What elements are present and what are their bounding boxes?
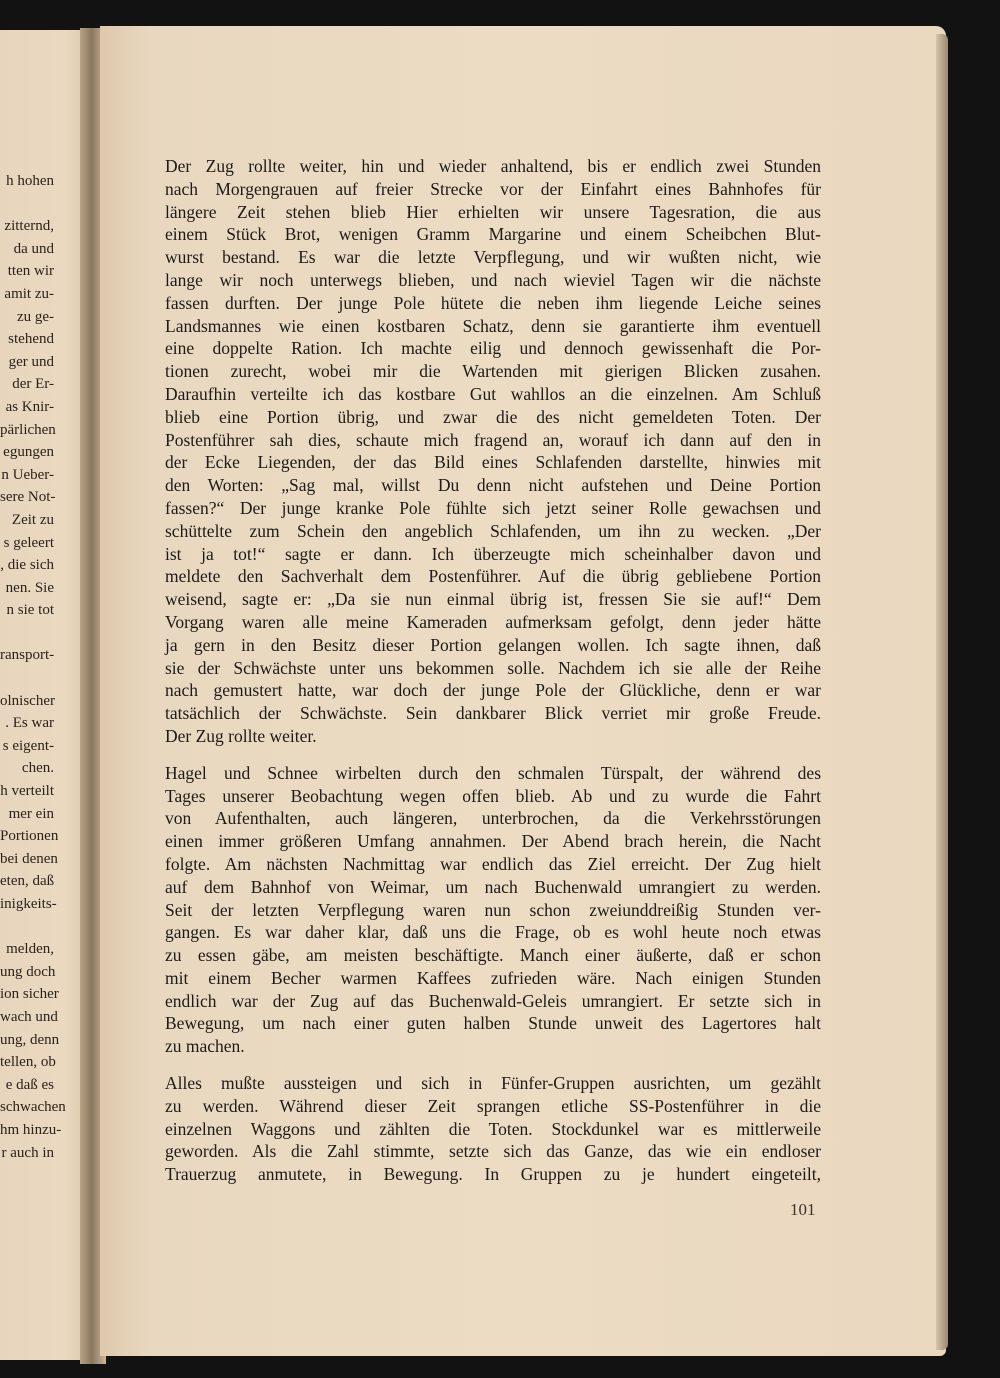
- left-page-line: egungen: [3, 444, 54, 461]
- left-page-line: mer ein: [8, 805, 54, 822]
- left-page-line: olnischer: [0, 692, 55, 709]
- paragraph: [165, 762, 821, 1058]
- left-page-line: [0, 667, 92, 690]
- left-page-line: inigkeits-: [0, 896, 57, 912]
- text-line: Seit der letzten Verpflegung waren nun schon zweiunddreißig Stunden ver-: [165, 899, 821, 920]
- text-line: blieb eine Portion übrig, und zwar die des nicht gemeldeten Toten. Der: [165, 406, 821, 427]
- text-line: wurst bestand. Es war die letzte Verpflegung, und wir wußten nicht, wie: [165, 247, 821, 268]
- paragraph: [165, 155, 821, 748]
- left-page-line: zu ge-: [16, 308, 54, 325]
- left-page-line: [0, 916, 92, 939]
- left-page-line: ion sicher: [0, 986, 59, 1003]
- left-page: [0, 30, 92, 1360]
- left-page-line: , die sich: [0, 557, 54, 574]
- left-page-line: ung doch: [0, 963, 56, 980]
- text-line: Tages unserer Beobachtung wegen offen blieb. Ab und zu wurde die Fahrt: [165, 785, 821, 806]
- left-page-line: chen.: [21, 760, 54, 777]
- left-page-line: ger und: [8, 353, 54, 370]
- left-page-line: eten, daß: [0, 873, 55, 890]
- text-line: Bewegung, um nach einer guten halben Stunde unweit des Lagertores halt: [165, 1013, 821, 1034]
- left-page-line: schwachen: [0, 1099, 66, 1116]
- text-line: Vorgang waren alle meine Kameraden aufmerksam gefolgt, denn jeder hätte: [165, 611, 821, 632]
- text-line: zu machen.: [165, 1036, 245, 1057]
- text-line: nach Morgengrauen auf freier Strecke vor der Einfahrt eines Bahnhofes für: [165, 178, 821, 199]
- text-line: auf dem Bahnhof von Weimar, um nach Buchenwald umrangiert zu werden.: [165, 876, 821, 897]
- left-page-line: Zeit zu: [11, 511, 54, 528]
- text-line: sie der Schwächste unter uns bekommen solle. Nachdem ich sie alle der Reihe: [165, 657, 821, 678]
- left-page-line: der Er-: [12, 376, 54, 393]
- page-number: 101: [790, 1200, 816, 1219]
- left-page-line: pärlichen: [0, 421, 56, 438]
- left-page-line: r auch in: [1, 1144, 54, 1161]
- text-line: fassen?“ Der junge kranke Pole fühlte sich jetzt seiner Rolle gewachsen und: [165, 497, 821, 518]
- text-line: eine doppelte Ration. Ich machte eilig und dennoch gewissenhaft die Por-: [165, 338, 821, 359]
- text-line: ja gern in den Besitz dieser Portion gelangen wollen. Ich sagte ihnen, daß: [165, 634, 821, 655]
- text-line: schüttelte zum Schein den angeblich Schlafenden, um ihn zu wecken. „Der: [165, 520, 821, 541]
- text-line: nach gemustert hatte, war doch der junge Pole der Glückliche, denn er war: [165, 680, 821, 701]
- text-line: lange wir noch unterwegs blieben, und nach wieviel Tagen wir die nächste: [165, 269, 821, 290]
- text-line: Der Zug rollte weiter.: [165, 725, 317, 746]
- text-line: endlich war der Zug auf das Buchenwald-Geleis umrangiert. Er setzte sich in: [165, 990, 821, 1011]
- left-page-line: sere Not-: [0, 489, 56, 506]
- left-page-line: h verteilt: [0, 783, 54, 800]
- left-page-text: [0, 170, 92, 1164]
- left-page-line: amit zu-: [4, 285, 54, 302]
- left-page-line: h hohen: [6, 173, 54, 189]
- text-line: Landsmannes wie einen kostbaren Schatz, denn sie garantierte ihm eventuell: [165, 315, 821, 336]
- left-page-line: Portionen: [0, 828, 59, 845]
- text-line: weisend, sagte er: „Da sie nun einmal übrig ist, fressen Sie sie auf!“ Dem: [165, 589, 821, 610]
- text-line: Alles mußte aussteigen und sich in Fünfer-Gruppen ausrichten, um gezählt: [165, 1073, 821, 1094]
- left-page-line: s eigent-: [2, 737, 54, 754]
- text-line: einem Stück Brot, wenigen Gramm Margarine und einem Scheibchen Blut-: [165, 224, 821, 245]
- text-line: der Ecke Liegenden, der das Bild eines Schlafenden darstellte, hinwies mit: [165, 452, 821, 473]
- left-page-line: as Knir-: [5, 398, 54, 415]
- text-line: fassen durften. Der junge Pole hütete die neben ihm liegende Leiche seines: [165, 292, 821, 313]
- left-page-line: n sie tot: [6, 602, 54, 619]
- left-page-line: ransport-: [0, 647, 55, 664]
- text-line: den Worten: „Sag mal, willst Du denn nicht aufstehen und Deine Portion: [165, 475, 821, 496]
- left-page-line: da und: [13, 240, 54, 257]
- text-line: Postenführer sah dies, schaute mich fragend an, worauf ich dann auf den in: [165, 429, 821, 450]
- left-page-line: zitternd,: [4, 218, 54, 235]
- left-page-line: n Ueber-: [1, 466, 54, 483]
- left-page-line: wach und: [0, 1008, 58, 1025]
- body-text: [165, 155, 821, 1200]
- left-page-line: melden,: [6, 941, 54, 958]
- text-line: Der Zug rollte weiter, hin und wieder anhaltend, bis er endlich zwei Stunden: [165, 156, 821, 176]
- left-page-line: hm hinzu-: [0, 1121, 62, 1138]
- text-line: zu werden. Während dieser Zeit sprangen etliche SS-Postenführer in die: [165, 1095, 821, 1116]
- left-page-line: . Es war: [5, 715, 54, 732]
- text-line: Daraufhin verteilte ich das kostbare Gut wahllos an die einzelnen. Am Schluß: [165, 383, 821, 404]
- text-line: mit einem Becher warmen Kaffees zufrieden wäre. Nach einigen Stunden: [165, 967, 821, 988]
- text-line: meldete den Sachverhalt dem Postenführer. Auf die übrig gebliebene Portion: [165, 566, 821, 587]
- text-line: gangen. Es war daher klar, daß uns die Frage, ob es wohl heute noch etwas: [165, 922, 821, 943]
- text-line: Trauerzug anmutete, in Bewegung. In Gruppen zu je hundert eingeteilt,: [165, 1164, 821, 1185]
- text-line: tionen zurecht, wobei mir die Wartenden mit gierigen Blicken zusahen.: [165, 361, 821, 382]
- text-line: zu essen gäbe, am meisten beschäftigte. Manch einer äußerte, daß er schon: [165, 945, 821, 966]
- left-page-line: tellen, ob: [0, 1054, 56, 1071]
- text-line: geworden. Als die Zahl stimmte, setzte sich das Ganze, das wie ein endloser: [165, 1141, 821, 1162]
- left-page-line: ung, denn: [0, 1031, 60, 1048]
- left-page-line: bei denen: [0, 850, 58, 867]
- left-page-line: tten wir: [7, 263, 54, 280]
- text-line: ist ja tot!“ sagte er dann. Ich überzeugte mich scheinhalber davon und: [165, 543, 821, 564]
- paragraph: [165, 1072, 821, 1186]
- left-page-line: [0, 622, 92, 645]
- text-line: von Aufenthalten, auch längeren, unterbrochen, da die Verkehrsstörungen: [165, 808, 821, 829]
- left-page-line: nen. Sie: [5, 579, 54, 596]
- text-line: folgte. Am nächsten Nachmittag war endlich das Ziel erreicht. Der Zug hielt: [165, 853, 821, 874]
- left-page-line: e daß es: [5, 1076, 54, 1093]
- page-edge: [936, 34, 948, 1350]
- left-page-line: stehend: [8, 331, 54, 348]
- text-line: Hagel und Schnee wirbelten durch den schmalen Türspalt, der während des: [165, 762, 821, 783]
- text-line: einen immer größeren Umfang annahmen. Der Abend brach herein, die Nacht: [165, 831, 821, 852]
- left-page-line: s geleert: [3, 534, 54, 551]
- left-page-line: [0, 193, 92, 216]
- text-line: einzelnen Waggons und zählten die Toten. Stockdunkel war es mittlerweile: [165, 1118, 821, 1139]
- text-line: längere Zeit stehen blieb Hier erhielten wir unsere Tagesration, die aus: [165, 201, 821, 222]
- text-line: tatsächlich der Schwächste. Sein dankbarer Blick verriet mir große Freude.: [165, 703, 821, 724]
